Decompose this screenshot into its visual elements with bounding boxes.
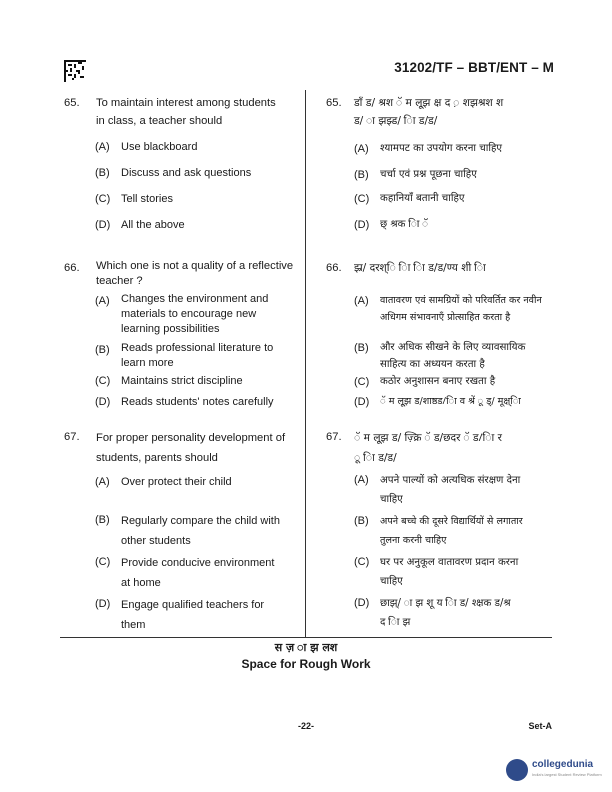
option-text: चर्चा एवं प्रश्न पूछना चाहिए — [380, 169, 477, 180]
option-text: साहित्य का अध्ययन करता है — [380, 359, 485, 370]
option-text: Reads professional literature to — [121, 342, 274, 354]
question-number: 65. — [64, 97, 80, 109]
option-text: कहानियाँ बतानी चाहिए — [380, 193, 465, 204]
option-text: श्यामपट का उपयोग करना चाहिए — [380, 143, 503, 154]
option-text: learn more — [121, 357, 174, 369]
option-label: (B) — [95, 167, 110, 179]
option-label: (C) — [354, 193, 370, 205]
option-text: Maintains strict discipline — [121, 375, 243, 387]
question-number: 67. — [326, 431, 342, 443]
option-label: (D) — [354, 396, 370, 408]
option-label: (D) — [95, 598, 111, 610]
option-label: (B) — [354, 515, 369, 527]
option-text: चाहिए — [380, 494, 403, 505]
option-label: (C) — [354, 376, 370, 388]
question-text: in class, a teacher should — [96, 115, 223, 127]
option-label: (B) — [354, 342, 369, 354]
paper-code: 31202/TF – BBT/ENT – M — [394, 60, 554, 75]
option-text: छ् श्रक ाि ॅ — [380, 219, 429, 230]
option-label: (C) — [95, 556, 111, 568]
option-text: कठोर अनुशासन बनाए रखता है — [380, 376, 496, 387]
option-text: अधिगम संभावनाएँ प्रोत्साहित करता है — [380, 312, 511, 323]
option-label: (A) — [95, 476, 110, 488]
watermark-brand: collegedunia — [532, 759, 594, 770]
question-text: ॅ म लू्झ ड/ ज़्क्रि ॅ ड/छदर ॅ ड/ाि र — [354, 432, 503, 444]
option-text: Tell stories — [121, 193, 173, 205]
rough-work-title: Space for Rough Work — [241, 657, 371, 671]
option-text: Over protect their child — [121, 476, 232, 488]
option-label: (B) — [95, 344, 110, 356]
option-text: और अधिक सीखने के लिए व्यावसायिक — [380, 342, 526, 353]
option-text: Discuss and ask questions — [121, 167, 252, 179]
column-divider — [305, 90, 306, 638]
question-number: 66. — [64, 262, 80, 274]
option-text: All the above — [121, 219, 185, 231]
question-text: Which one is not a quality of a reflective — [96, 260, 294, 272]
question-text: students, parents should — [96, 452, 218, 464]
option-text: छाझ्/ ा झ शू य ाि ड/ श्क्षक ड/श्र — [380, 598, 511, 609]
option-text: द ाि झ — [380, 617, 411, 628]
option-text: वातावरण एवं सामग्रियों को परिवर्तित कर नवीन — [380, 295, 542, 306]
option-text: Provide conducive environment — [121, 557, 275, 569]
question-text: डाँ ड/ श्रश ॅ म लू्झ क्ष द ़ शझश्रश श — [354, 97, 504, 109]
option-text: चाहिए — [380, 576, 403, 587]
option-text: other students — [121, 535, 191, 547]
option-text: Reads students' notes carefully — [121, 396, 274, 408]
option-text: अपने पाल्यों को अत्यधिक संरक्षण देना — [380, 475, 521, 486]
option-label: (C) — [95, 193, 111, 205]
option-text: at home — [121, 577, 161, 589]
option-text: them — [121, 619, 146, 631]
option-text: ॅ म लू्झ ड/शाष्ठड/ाि व श्रें ू ड्/ मूक्ष्ाि — [380, 396, 521, 407]
option-text: learning possibilities — [121, 323, 220, 335]
question-text: ड/ ा झझ्ड/ ाि ड/ड/ — [354, 115, 438, 127]
rough-work-rule — [60, 637, 552, 638]
question-text: teacher ? — [96, 275, 143, 287]
option-label: (A) — [95, 141, 110, 153]
question-text: ू ाि ड/ड/ — [354, 452, 397, 464]
option-label: (B) — [95, 514, 110, 526]
set-label: Set-A — [528, 721, 552, 731]
question-number: 67. — [64, 431, 80, 443]
question-text: झ्र/ दरश्ि ाि ाि ड/ड/ण्य शी ाि — [354, 262, 486, 274]
option-text: अपने बच्चे की दूसरे विद्यार्थियों से लगातार — [380, 516, 523, 527]
question-text: To maintain interest among students — [96, 97, 276, 109]
watermark-tagline: India's largest Student Review Platform — [532, 772, 602, 777]
option-label: (A) — [95, 295, 110, 307]
option-text: Changes the environment and — [121, 293, 269, 305]
option-label: (A) — [354, 143, 369, 155]
option-text: Use blackboard — [121, 141, 198, 153]
question-number: 65. — [326, 97, 342, 109]
qr-code — [64, 60, 86, 82]
option-text: तुलना करनी चाहिए — [380, 535, 447, 546]
option-label: (C) — [354, 556, 370, 568]
option-text: materials to encourage new — [121, 308, 257, 320]
option-label: (D) — [95, 219, 111, 231]
option-text: Regularly compare the child with — [121, 515, 280, 527]
option-label: (C) — [95, 375, 111, 387]
page-number: -22- — [297, 721, 314, 731]
option-label: (A) — [354, 295, 369, 307]
collegedunia-watermark — [506, 756, 606, 784]
rough-work-title-hindi: स ज़ ा झ लश — [274, 641, 338, 654]
option-text: Engage qualified teachers for — [121, 599, 265, 611]
option-label: (D) — [354, 597, 370, 609]
question-text: For proper personality development of — [96, 432, 286, 444]
option-text: घर पर अनुकूल वातावरण प्रदान करना — [380, 557, 519, 568]
option-label: (A) — [354, 474, 369, 486]
option-label: (B) — [354, 169, 369, 181]
collegedunia-logo-icon — [506, 759, 528, 781]
option-label: (D) — [95, 396, 111, 408]
question-number: 66. — [326, 262, 342, 274]
option-label: (D) — [354, 219, 370, 231]
